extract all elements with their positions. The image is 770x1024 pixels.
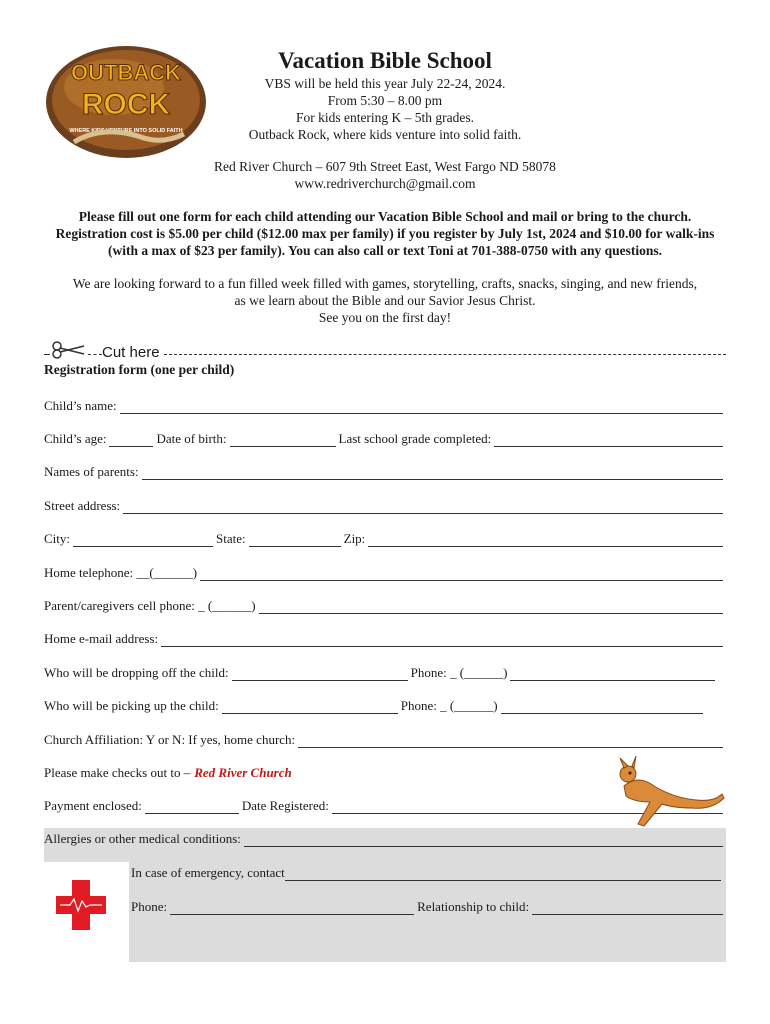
church-address: Red River Church – 607 9th Street East, West Fargo ND 58078 [214, 159, 556, 174]
checks-label: Please make checks out to – [44, 765, 191, 780]
row-childs-age [44, 427, 726, 447]
row-cell-phone [44, 594, 726, 614]
cell-phone-label: Parent/caregivers cell phone: _ (______) [44, 598, 256, 613]
emergency-contact-label: In case of emergency, contact [131, 865, 285, 880]
row-childs-name [44, 394, 726, 414]
date-registered-label: Date Registered: [241, 798, 329, 813]
logo-text-outback: OUTBACK [71, 60, 181, 85]
cell-phone-field[interactable] [259, 599, 723, 614]
cut-line [44, 342, 726, 362]
vbs-theme: Outback Rock, where kids venture into solid faith. [248, 127, 522, 142]
pick-up-label: Who will be picking up the child: [44, 698, 219, 713]
page-title: Vacation Bible School [278, 48, 492, 73]
childs-name-label: Child’s name: [44, 398, 117, 413]
kangaroo-image [604, 756, 726, 830]
row-parents [44, 460, 726, 480]
pick-up-field[interactable] [222, 699, 398, 714]
vbs-dates: VBS will be held this year July 22-24, 2024. [264, 76, 506, 91]
row-affiliation [44, 728, 726, 748]
church-email: www.redriverchurch@gmail.com [294, 176, 476, 191]
instructions-line2: Registration cost is $5.00 per child ($12.00 max per family) if you register by July 1st, 2024 and $10.00 for walk-ins [55, 226, 715, 241]
logo-tagline: WHERE KIDS VENTURE INTO SOLID FAITH [69, 128, 183, 134]
red-cross-icon [56, 880, 106, 930]
last-grade-field[interactable] [494, 432, 723, 447]
state-label: State: [216, 531, 246, 546]
payment-label: Payment enclosed: [44, 798, 142, 813]
drop-phone-field[interactable] [510, 666, 715, 681]
drop-phone-label: Phone: _ (______) [410, 665, 508, 680]
instructions-line1: Please fill out one form for each child attending our Vacation Bible School and mail or bring to the church. [78, 209, 692, 224]
zip-field[interactable] [368, 532, 723, 547]
pick-phone-field[interactable] [501, 699, 703, 714]
childs-name-field[interactable] [120, 399, 723, 414]
logo-text-rock: ROCK [81, 88, 171, 121]
row-street [44, 494, 726, 514]
allergies-field[interactable] [244, 832, 723, 847]
vbs-grades: For kids entering K – 5th grades. [295, 110, 475, 125]
street-field[interactable] [123, 499, 723, 514]
emergency-phone-label: Phone: [131, 899, 168, 914]
emergency-contact-field[interactable] [285, 866, 721, 881]
welcome-line2: as we learn about the Bible and our Savior Jesus Christ. [234, 293, 536, 308]
email-label: Home e-mail address: [44, 631, 159, 646]
drop-off-field[interactable] [232, 666, 408, 681]
drop-off-label: Who will be dropping off the child: [44, 665, 229, 680]
emergency-phone-field[interactable] [170, 900, 414, 915]
scissors-icon [50, 341, 88, 363]
payment-field[interactable] [145, 799, 239, 814]
row-emergency [131, 861, 724, 881]
email-field[interactable] [161, 632, 723, 647]
relationship-label: Relationship to child: [417, 899, 530, 914]
row-home-phone [44, 561, 726, 581]
street-label: Street address: [44, 498, 121, 513]
pick-phone-label: Phone: _ (______) [400, 698, 498, 713]
state-field[interactable] [249, 532, 341, 547]
checks-payee: Red River Church [194, 765, 292, 780]
form-heading: Registration form (one per child) [44, 362, 235, 377]
row-pick-up [44, 694, 706, 714]
vbs-times: From 5:30 – 8.00 pm [327, 93, 443, 108]
childs-age-label: Child’s age: [44, 431, 107, 446]
last-grade-label: Last school grade completed: [338, 431, 492, 446]
affiliation-label: Church Affiliation: Y or N: If yes, home church: [44, 732, 296, 747]
row-drop-off [44, 661, 718, 681]
date-of-birth-label: Date of birth: [156, 431, 227, 446]
row-city [44, 527, 726, 547]
instructions-line3: (with a max of $23 per family). You can also call or text Toni at 701-388-0750 with any questions. [107, 243, 662, 258]
relationship-field[interactable] [532, 900, 723, 915]
childs-age-field[interactable] [109, 432, 153, 447]
welcome-line1: We are looking forward to a fun filled week filled with games, storytelling, crafts, snacks, singing, and new friends, [72, 276, 698, 291]
row-emergency-phone [131, 895, 726, 915]
home-phone-field[interactable] [200, 566, 723, 581]
parents-field[interactable] [142, 465, 723, 480]
cut-here-label: Cut here [102, 343, 160, 361]
row-email [44, 627, 726, 647]
row-allergies [44, 827, 726, 847]
allergies-label: Allergies or other medical conditions: [44, 831, 241, 846]
date-of-birth-field[interactable] [230, 432, 336, 447]
city-label: City: [44, 531, 71, 546]
home-phone-label: Home telephone: __(______) [44, 565, 198, 580]
zip-label: Zip: [343, 531, 366, 546]
parents-label: Names of parents: [44, 464, 139, 479]
welcome-line3: See you on the first day! [318, 310, 452, 325]
affiliation-field[interactable] [298, 733, 723, 748]
city-field[interactable] [73, 532, 213, 547]
